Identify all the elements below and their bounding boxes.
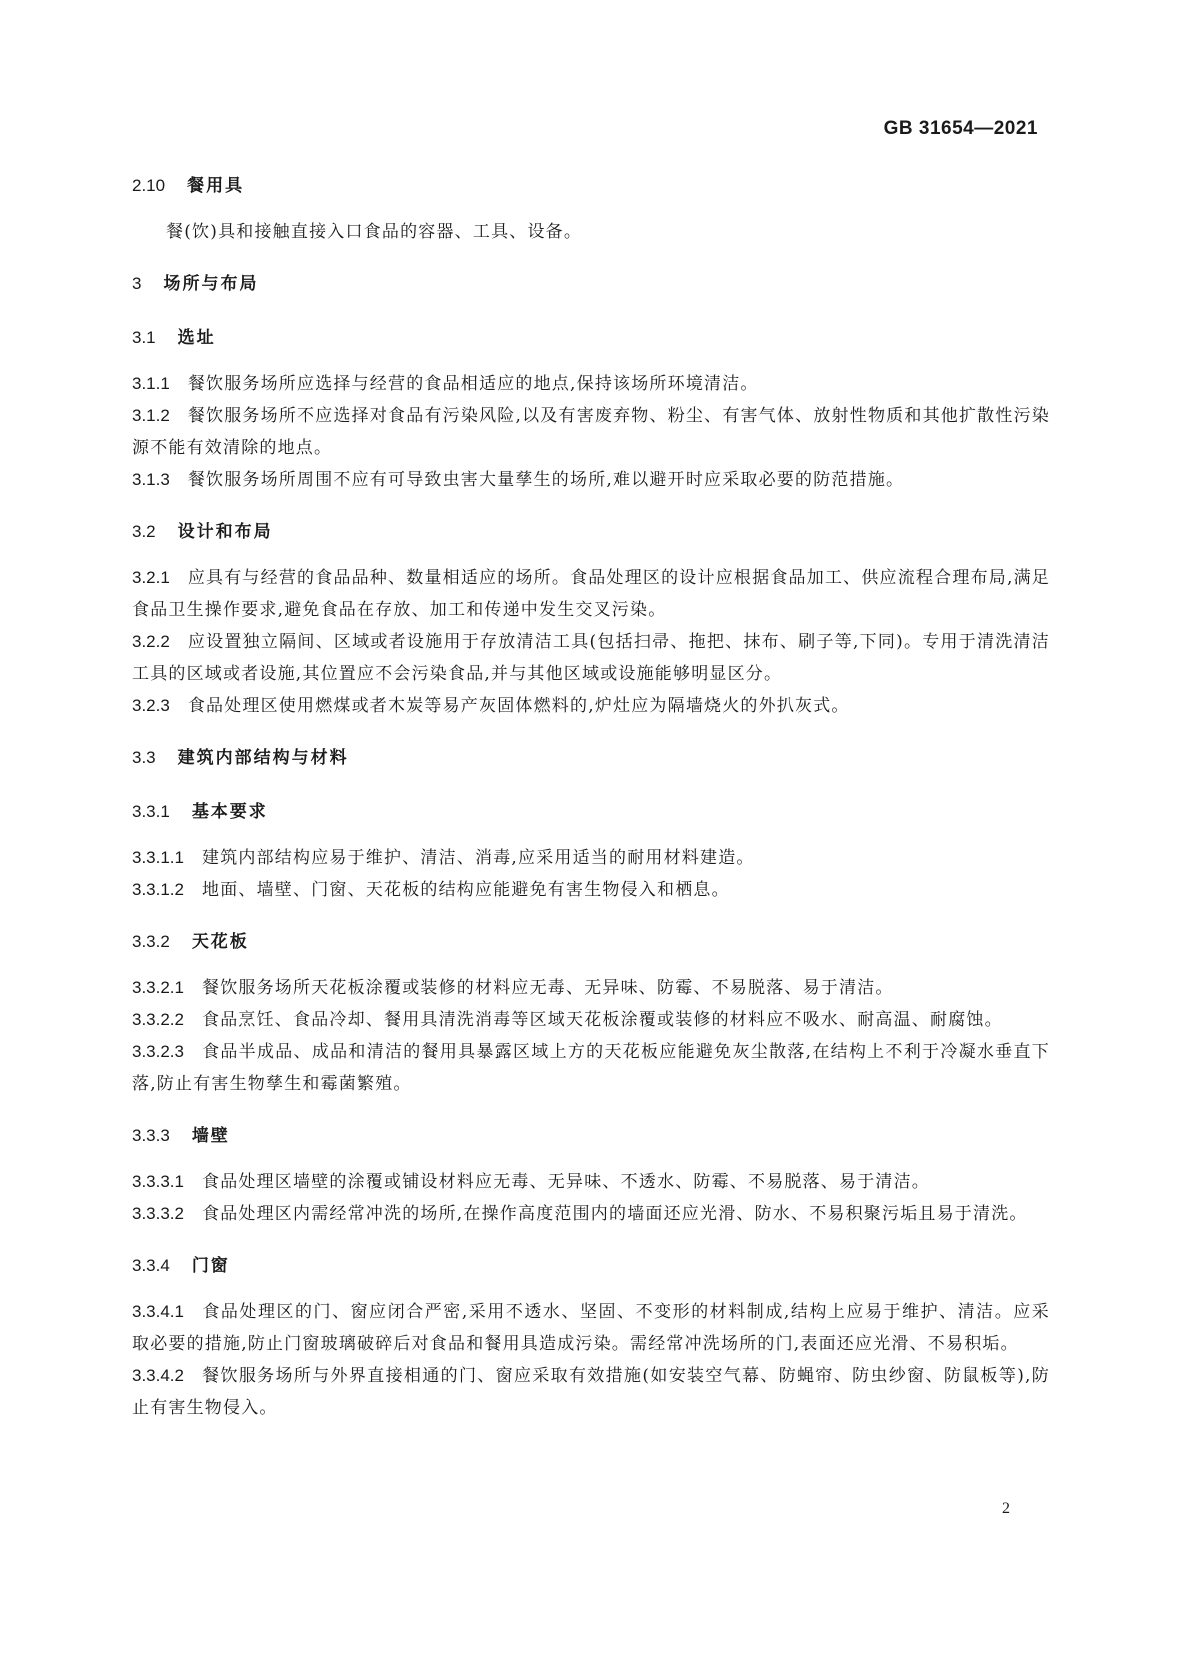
clause-paragraph	[132, 1296, 1050, 1360]
clause-text: 食品处理区内需经常冲洗的场所,在操作高度范围内的墙面还应光滑、防水、不易积聚污垢且易于清洗。	[202, 1204, 1028, 1224]
clause-paragraph	[132, 1198, 1050, 1230]
clause-text: 地面、墙壁、门窗、天花板的结构应能避免有害生物侵入和栖息。	[202, 880, 730, 900]
section-title: 设计和布局	[177, 522, 273, 542]
section-number: 3.3.2	[132, 932, 170, 951]
clause-number: 3.1.3	[132, 470, 170, 489]
section-title: 餐用具	[187, 176, 245, 196]
section-title: 选址	[177, 328, 216, 348]
section-number: 3.1	[132, 328, 156, 347]
clause-number: 3.3.2.1	[132, 978, 184, 997]
section-number: 2.10	[132, 176, 166, 195]
clause-number: 3.3.1.2	[132, 880, 184, 899]
clause-paragraph	[132, 216, 1050, 248]
clause-paragraph	[132, 626, 1050, 690]
clause-text: 建筑内部结构应易于维护、清洁、消毒,应采用适当的耐用材料建造。	[202, 848, 755, 868]
clause-text: 餐饮服务场所应选择与经营的食品相适应的地点,保持该场所环境清洁。	[187, 374, 759, 394]
section-heading	[132, 798, 1050, 826]
clause-text: 食品处理区的门、窗应闭合严密,采用不透水、坚固、不变形的材料制成,结构上应易于维护、清洁。应采取必要的措施,防止门窗玻璃破碎后对食品和餐用具造成污染。需经常冲洗场所的门,表面还应光滑、不易积垢。	[132, 1302, 1050, 1354]
section-heading	[132, 518, 1050, 546]
section-heading	[132, 172, 1050, 200]
section-heading	[132, 270, 1050, 298]
section-title: 墙壁	[191, 1126, 230, 1146]
section-number: 3	[132, 274, 142, 293]
clause-text: 食品处理区使用燃煤或者木炭等易产灰固体燃料的,炉灶应为隔墙烧火的外扒灰式。	[187, 696, 850, 716]
clause-number: 3.2.2	[132, 632, 170, 651]
standard-code: GB 31654—2021	[883, 118, 1038, 139]
clause-paragraph	[132, 1360, 1050, 1424]
section-number: 3.2	[132, 522, 156, 541]
clause-text: 食品烹饪、食品冷却、餐用具清洗消毒等区域天花板涂覆或装修的材料应不吸水、耐高温、耐腐蚀。	[202, 1010, 1003, 1030]
clause-text: 餐饮服务场所不应选择对食品有污染风险,以及有害废弃物、粉尘、有害气体、放射性物质和其他扩散性污染源不能有效清除的地点。	[132, 406, 1050, 458]
clause-paragraph	[132, 368, 1050, 400]
clause-paragraph	[132, 690, 1050, 722]
section-title: 门窗	[191, 1256, 230, 1276]
section-heading	[132, 744, 1050, 772]
page-number: 2	[1002, 1500, 1010, 1517]
section-number: 3.3.1	[132, 802, 170, 821]
clause-paragraph	[132, 400, 1050, 464]
section-title: 建筑内部结构与材料	[177, 748, 349, 768]
clause-paragraph	[132, 562, 1050, 626]
clause-text: 食品半成品、成品和清洁的餐用具暴露区域上方的天花板应能避免灰尘散落,在结构上不利于冷凝水垂直下落,防止有害生物孳生和霉菌繁殖。	[132, 1042, 1050, 1094]
clause-paragraph	[132, 1036, 1050, 1100]
clause-text: 餐饮服务场所周围不应有可导致虫害大量孳生的场所,难以避开时应采取必要的防范措施。	[187, 470, 905, 490]
clause-number: 3.3.2.2	[132, 1010, 184, 1029]
clause-number: 3.1.2	[132, 406, 170, 425]
clause-number: 3.3.3.1	[132, 1172, 184, 1191]
clause-number: 3.2.3	[132, 696, 170, 715]
clause-number: 3.3.3.2	[132, 1204, 184, 1223]
clause-paragraph	[132, 1166, 1050, 1198]
clause-number: 3.3.4.2	[132, 1366, 184, 1385]
clause-paragraph	[132, 464, 1050, 496]
section-heading	[132, 324, 1050, 352]
clause-text: 餐饮服务场所与外界直接相通的门、窗应采取有效措施(如安装空气幕、防蝇帘、防虫纱窗、防鼠板等),防止有害生物侵入。	[132, 1366, 1050, 1418]
section-title: 天花板	[191, 932, 249, 952]
document-body	[132, 172, 1050, 1424]
clause-text: 食品处理区墙壁的涂覆或铺设材料应无毒、无异味、不透水、防霉、不易脱落、易于清洁。	[202, 1172, 930, 1192]
section-title: 场所与布局	[163, 274, 259, 294]
section-heading	[132, 1252, 1050, 1280]
clause-text: 应设置独立隔间、区域或者设施用于存放清洁工具(包括扫帚、拖把、抹布、刷子等,下同)。专用于清洗清洁工具的区域或者设施,其位置应不会污染食品,并与其他区域或设施能够明显区分。	[132, 632, 1050, 684]
clause-number: 3.3.2.3	[132, 1042, 184, 1061]
clause-paragraph	[132, 874, 1050, 906]
section-title: 基本要求	[191, 802, 268, 822]
section-number: 3.3.4	[132, 1256, 170, 1275]
clause-number: 3.2.1	[132, 568, 170, 587]
clause-paragraph	[132, 1004, 1050, 1036]
clause-text: 餐饮服务场所天花板涂覆或装修的材料应无毒、无异味、防霉、不易脱落、易于清洁。	[202, 978, 894, 998]
clause-paragraph	[132, 842, 1050, 874]
section-heading	[132, 928, 1050, 956]
clause-paragraph	[132, 972, 1050, 1004]
clause-number: 3.3.4.1	[132, 1302, 184, 1321]
section-number: 3.3.3	[132, 1126, 170, 1145]
clause-text: 应具有与经营的食品品种、数量相适应的场所。食品处理区的设计应根据食品加工、供应流程合理布局,满足食品卫生操作要求,避免食品在存放、加工和传递中发生交叉污染。	[132, 568, 1050, 620]
section-heading	[132, 1122, 1050, 1150]
clause-text: 餐(饮)具和接触直接入口食品的容器、工具、设备。	[166, 222, 583, 242]
clause-number: 3.1.1	[132, 374, 170, 393]
clause-number: 3.3.1.1	[132, 848, 184, 867]
section-number: 3.3	[132, 748, 156, 767]
